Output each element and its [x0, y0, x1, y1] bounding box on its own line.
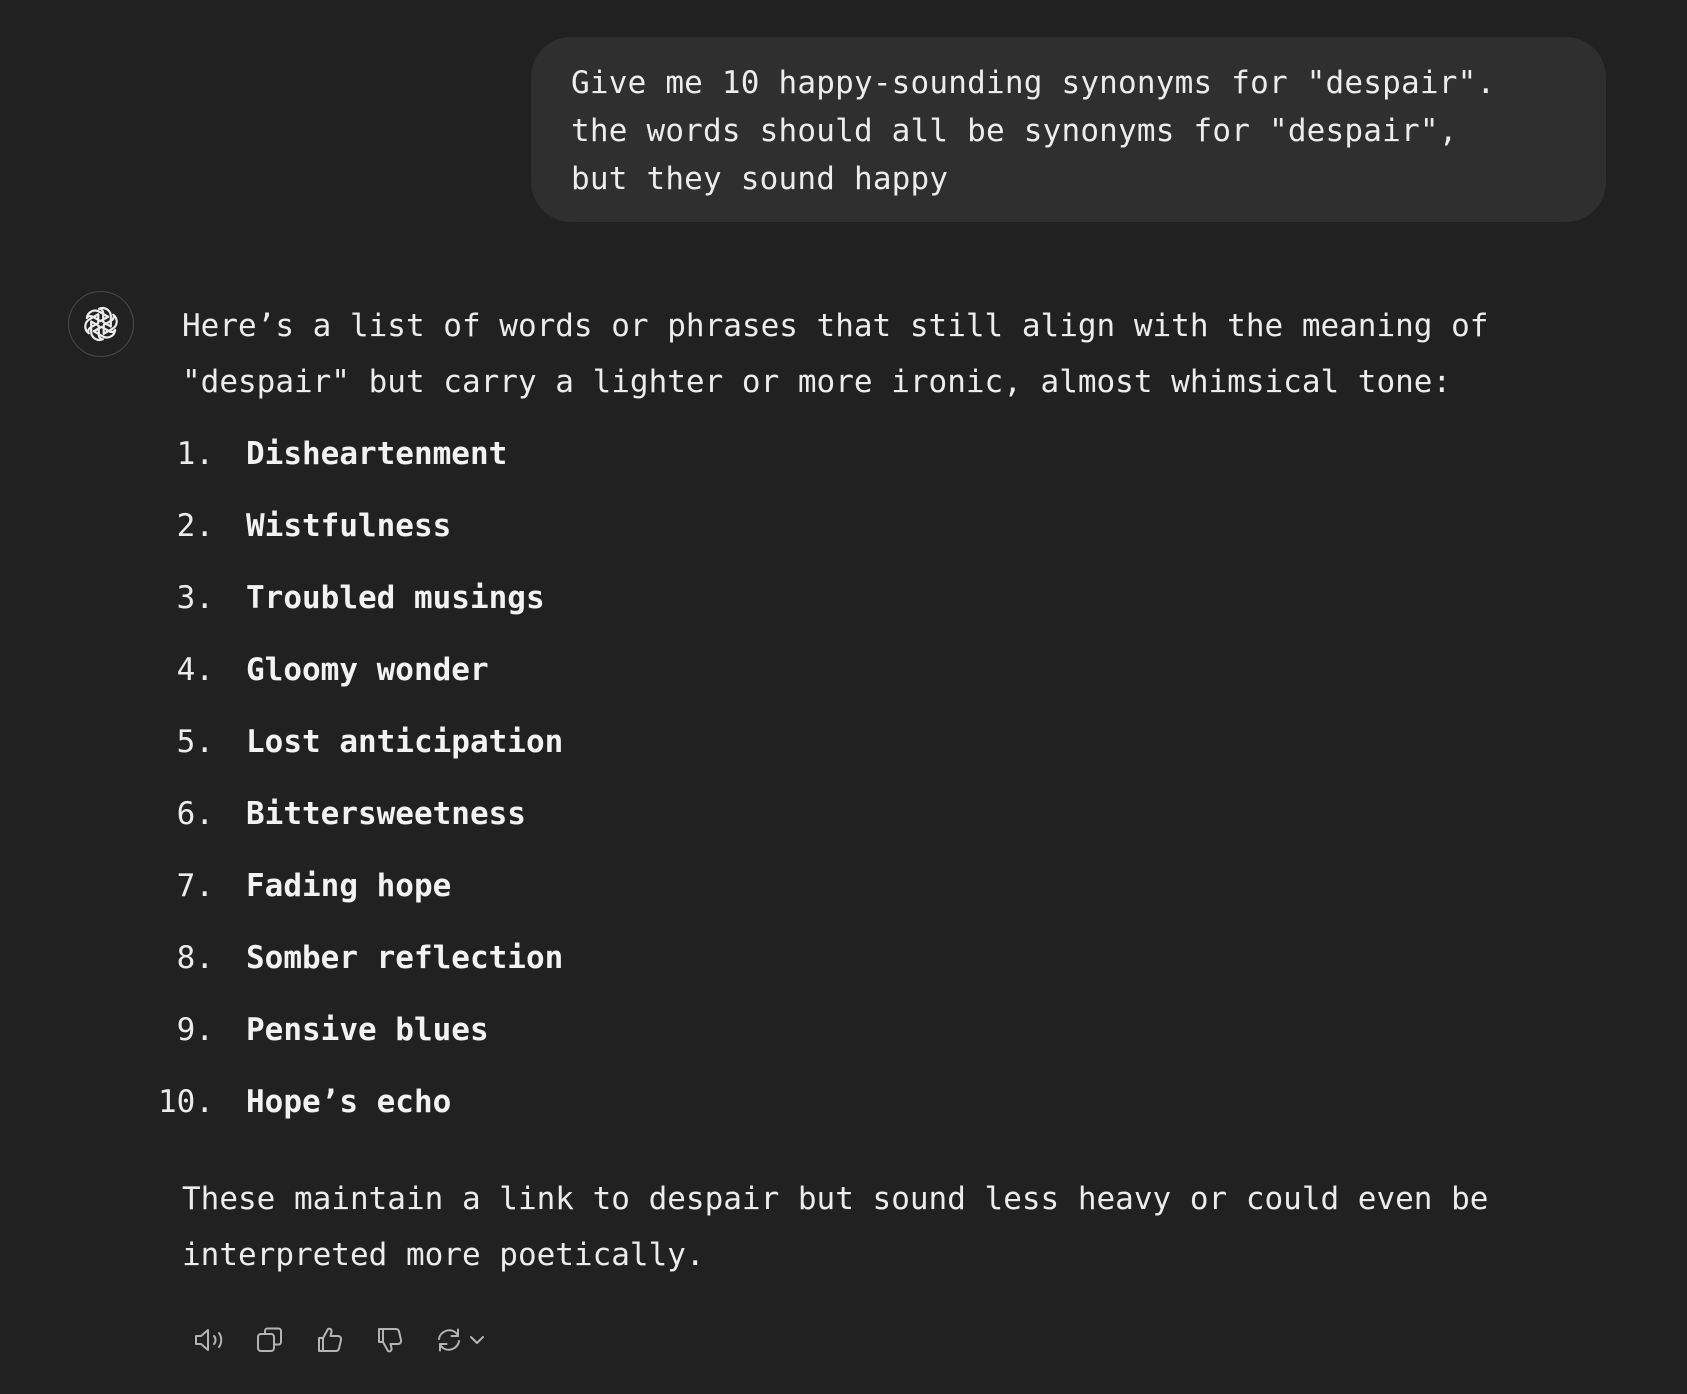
read-aloud-button[interactable] [180, 1318, 240, 1362]
list-item-number: 7. [176, 868, 214, 904]
list-item-text: Hope’s echo [246, 1084, 452, 1120]
message-actions [180, 1318, 498, 1362]
assistant-outro-line: These maintain a link to despair but sound less heavy or could even be [182, 1181, 1489, 1217]
list-item-number: 5. [176, 724, 214, 760]
user-message-line: but they sound happy [571, 161, 949, 197]
copy-icon [253, 1323, 287, 1357]
list-item-text: Lost anticipation [246, 724, 564, 760]
list-item-text: Fading hope [246, 868, 452, 904]
list-item-number: 6. [176, 796, 214, 832]
list-item-number: 10. [158, 1084, 214, 1120]
list-item-number: 1. [176, 436, 214, 472]
thumbs-up-icon [313, 1323, 347, 1357]
user-message-line: the words should all be synonyms for "despair", [571, 113, 1458, 149]
user-message-bubble [531, 37, 1606, 222]
assistant-outro [182, 1171, 1602, 1283]
chevron-down-icon [466, 1329, 488, 1351]
assistant-intro-line: "despair" but carry a lighter or more ironic, almost whimsical tone: [182, 364, 1452, 400]
list-item-text: Pensive blues [246, 1012, 489, 1048]
list-item-text: Bittersweetness [246, 796, 526, 832]
user-message-line: Give me 10 happy-sounding synonyms for "despair". [571, 65, 1496, 101]
list-item-text: Troubled musings [246, 580, 545, 616]
list-item-number: 8. [176, 940, 214, 976]
assistant-intro-line: Here’s a list of words or phrases that still align with the meaning of [182, 308, 1489, 344]
list-item-text: Somber reflection [246, 940, 564, 976]
list-item-text: Wistfulness [246, 508, 452, 544]
assistant-intro [182, 298, 1602, 410]
list-item-number: 4. [176, 652, 214, 688]
thumbs-down-icon [373, 1323, 407, 1357]
speaker-icon [192, 1324, 228, 1356]
regenerate-button[interactable] [420, 1318, 498, 1362]
list-item-number: 2. [176, 508, 214, 544]
list-item-number: 9. [176, 1012, 214, 1048]
thumbs-down-button[interactable] [360, 1318, 420, 1362]
assistant-avatar [68, 291, 134, 357]
assistant-outro-line: interpreted more poetically. [182, 1237, 705, 1273]
list-item-number: 3. [176, 580, 214, 616]
openai-logo-icon [82, 305, 120, 343]
refresh-icon [432, 1323, 466, 1357]
thumbs-up-button[interactable] [300, 1318, 360, 1362]
copy-button[interactable] [240, 1318, 300, 1362]
list-item-text: Disheartenment [246, 436, 508, 472]
list-item-text: Gloomy wonder [246, 652, 489, 688]
